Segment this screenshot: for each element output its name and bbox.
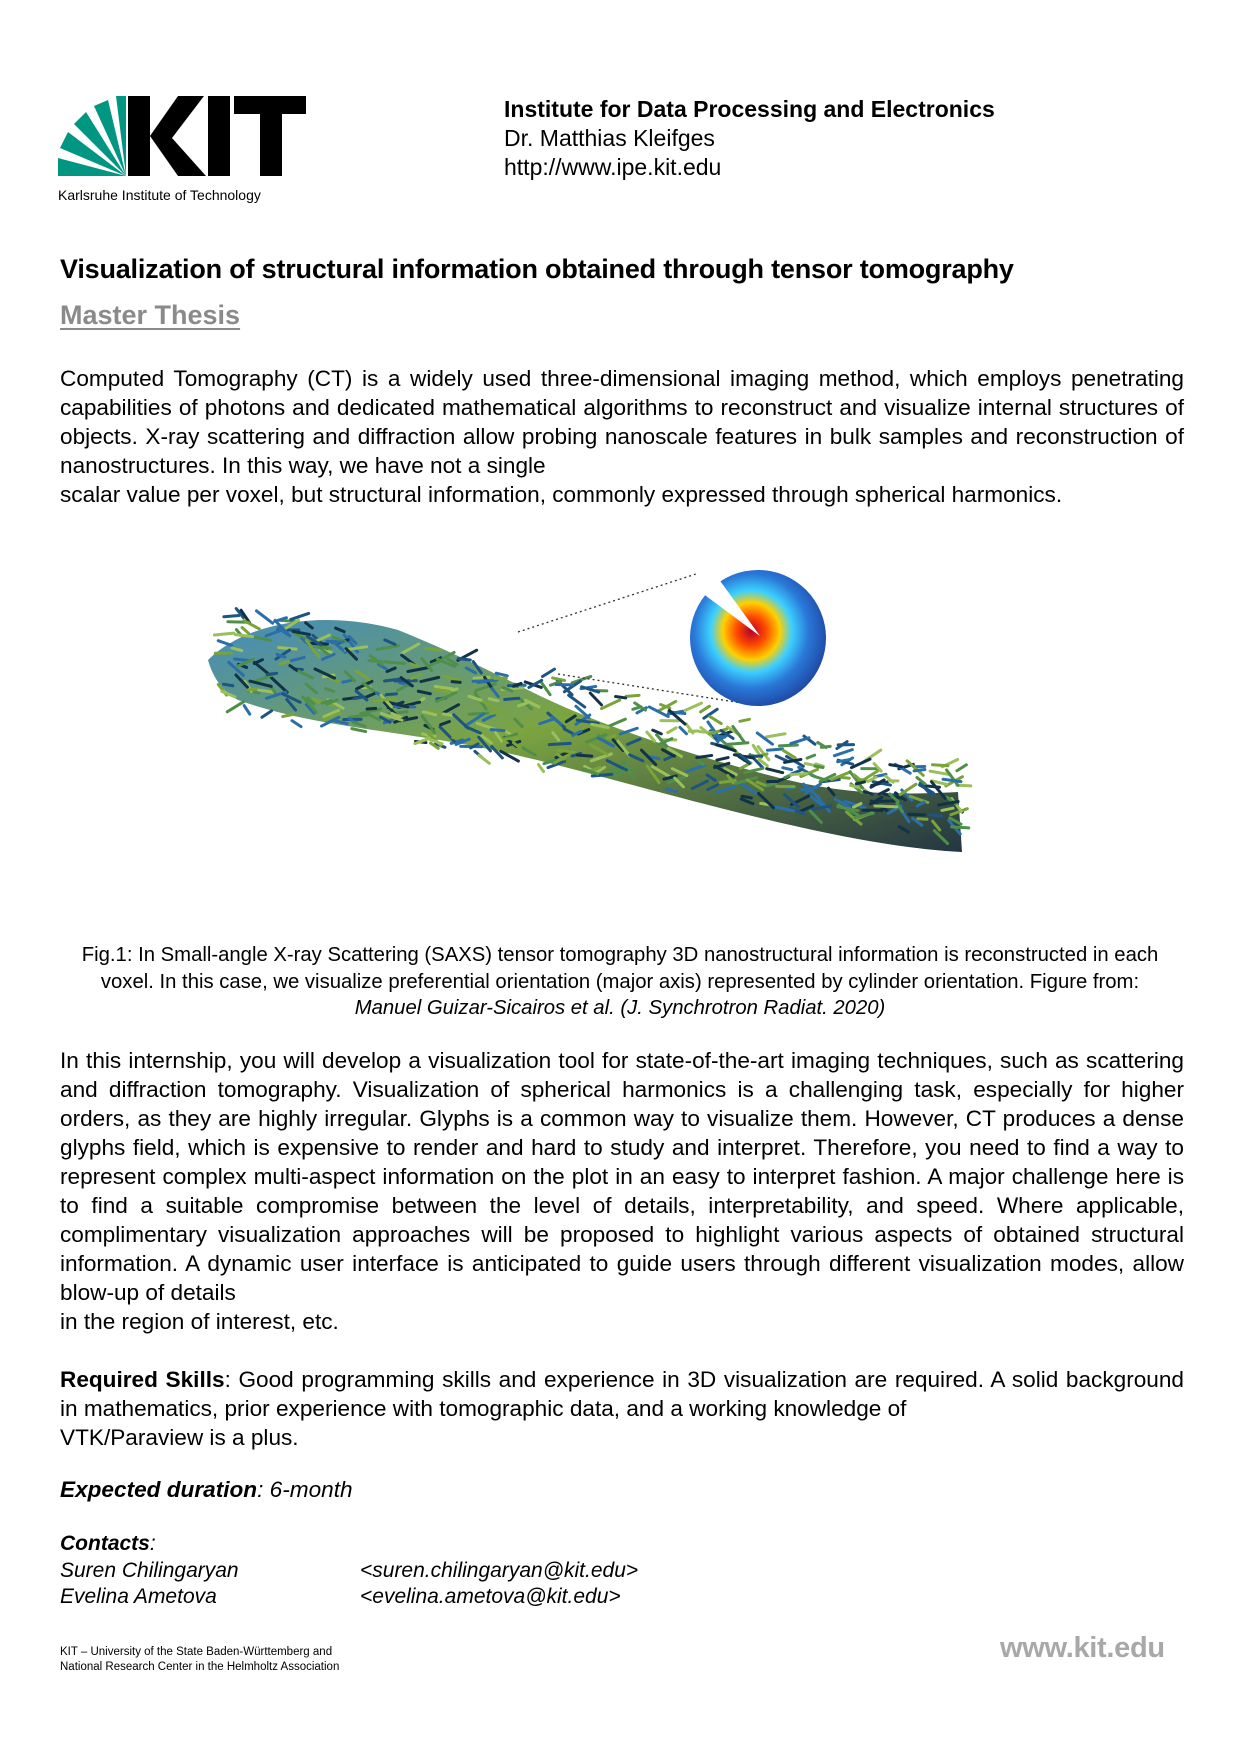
- glyph-cylinder: [577, 755, 591, 756]
- glyph-cylinder: [343, 680, 351, 682]
- glyph-cylinder: [626, 695, 639, 696]
- glyph-field: [208, 609, 971, 852]
- contact-row: [60, 1585, 760, 1609]
- glyph-cylinder: [352, 729, 366, 732]
- task-paragraph: [60, 1046, 1184, 1336]
- caption-reference: Manuel Guizar-Sicairos et al. (J. Synchrotron Radiat. 2020): [354, 997, 886, 1019]
- caption-text: Fig.1: In Small-angle X-ray Scattering (SAXS) tensor tomography 3D nanostructural information is reconstructed in each voxel. In this case, we visualize preferential orientation (major axis) represented by cylinder orientation. Figure from:: [81, 944, 1159, 993]
- glyph-cylinder: [558, 750, 574, 752]
- glyph-cylinder: [244, 706, 250, 715]
- kit-logo-fan-icon: [58, 96, 126, 176]
- glyph-cylinder: [685, 703, 701, 710]
- glyph-cylinder: [710, 716, 722, 723]
- glyph-cylinder: [384, 662, 404, 664]
- contacts-label: Contacts: [60, 1532, 150, 1555]
- institute-name: Institute for Data Processing and Electronics: [504, 96, 995, 122]
- glyph-cylinder: [469, 713, 489, 714]
- glyph-cylinder: [227, 702, 243, 712]
- glyph-cylinder: [458, 659, 470, 660]
- glyph-cylinder: [242, 628, 248, 634]
- glyph-cylinder: [653, 730, 662, 734]
- glyph-cylinder: [283, 714, 294, 716]
- glyph-cylinder: [791, 738, 809, 744]
- glyph-cylinder: [218, 641, 231, 646]
- glyph-cylinder: [767, 769, 783, 773]
- duration-label: Expected duration: [60, 1477, 258, 1502]
- glyph-cylinder: [914, 770, 925, 771]
- glyph-cylinder: [553, 678, 565, 681]
- glyph-cylinder: [779, 745, 797, 746]
- footer-note: [60, 1645, 339, 1675]
- glyph-cylinder: [856, 782, 864, 784]
- glyph-cylinder: [740, 719, 750, 721]
- glyph-cylinder: [489, 699, 498, 701]
- glyph-cylinder: [549, 743, 570, 744]
- glyph-cylinder: [918, 819, 927, 820]
- glyph-cylinder: [851, 759, 870, 767]
- glyph-cylinder: [539, 765, 544, 772]
- glyph-cylinder: [616, 697, 626, 698]
- glyph-cylinder: [590, 693, 601, 705]
- glyph-cylinder: [606, 719, 625, 727]
- institute-url[interactable]: http://www.ipe.kit.edu: [504, 154, 722, 180]
- duration-value: : 6-month: [257, 1477, 353, 1502]
- kit-logo-caption: Karlsruhe Institute of Technology: [58, 187, 261, 203]
- glyph-cylinder: [491, 730, 504, 731]
- glyph-cylinder: [767, 749, 782, 750]
- contact-name: Evelina Ametova: [60, 1585, 217, 1608]
- contact-name: Suren Chilingaryan: [60, 1559, 239, 1582]
- duration-line: [60, 1477, 353, 1503]
- page-title: Visualization of structural information obtained through tensor tomography: [60, 254, 1014, 284]
- glyph-cylinder: [791, 774, 806, 775]
- task-text-last-line: in the region of interest, etc.: [60, 1309, 339, 1334]
- intro-text: Computed Tomography (CT) is a widely used three-dimensional imaging method, which employs penetrating capabilities of photons and dedicated mathematical algorithms to reconstruct and visualize internal structures of objects. X-ray scattering and diffraction allow probing nanoscale features in bulk samples and reconstruction of nanostructures. In this way, we have not a single: [60, 366, 1184, 478]
- tensor-tomography-figure: [188, 560, 978, 920]
- glyph-cylinder: [256, 611, 272, 623]
- glyph-cylinder: [479, 755, 489, 763]
- glyph-cylinder: [267, 673, 277, 674]
- institute-block: [504, 95, 995, 182]
- skills-label: Required Skills: [60, 1367, 225, 1392]
- glyph-cylinder: [258, 690, 274, 692]
- thesis-type: Master Thesis: [60, 300, 241, 330]
- glyph-cylinder: [235, 635, 252, 637]
- glyph-cylinder: [668, 728, 676, 733]
- glyph-cylinder: [452, 682, 460, 683]
- glyph-cylinder: [697, 755, 712, 757]
- glyph-cylinder: [815, 766, 823, 767]
- glyph-cylinder: [701, 706, 710, 712]
- glyph-cylinder: [563, 713, 573, 714]
- contact-email[interactable]: <evelina.ametova@kit.edu>: [360, 1585, 621, 1608]
- glyph-cylinder: [952, 827, 969, 828]
- glyph-cylinder: [957, 765, 966, 771]
- glyph-cylinder: [757, 733, 772, 744]
- glyph-cylinder: [742, 796, 751, 798]
- glyph-cylinder: [291, 613, 309, 619]
- glyph-cylinder: [262, 711, 272, 717]
- glyph-cylinder: [453, 736, 463, 738]
- glyph-cylinder: [717, 758, 728, 761]
- glyph-cylinder: [473, 681, 490, 682]
- institute-person: Dr. Matthias Kleifges: [504, 125, 715, 151]
- glyph-cylinder: [733, 726, 745, 742]
- glyph-cylinder: [909, 814, 925, 815]
- intro-text-last-line: scalar value per voxel, but structural information, commonly expressed through spherical harmonics.: [60, 482, 1063, 507]
- footer-line-2: National Research Center in the Helmholtz Association: [60, 1661, 340, 1673]
- glyph-cylinder: [783, 768, 792, 770]
- skills-paragraph: [60, 1365, 1184, 1452]
- glyph-cylinder: [279, 648, 296, 650]
- glyph-cylinder: [744, 768, 762, 772]
- glyph-cylinder: [930, 815, 942, 816]
- footer-line-1: KIT – University of the State Baden-Württemberg and: [60, 1646, 333, 1658]
- glyph-cylinder: [214, 633, 234, 635]
- glyph-cylinder: [932, 765, 948, 766]
- kit-logo-letters: [128, 96, 306, 176]
- task-text: In this internship, you will develop a visualization tool for state-of-the-art imaging techniques, such as scattering and diffraction tomography. Visualization of spherical harmonics is a challenging task, especially for higher orders, as they are highly irregular. Glyphs is a common way to visualize them. However, CT produces a dense glyphs field, which is expensive to render and hard to study and interpret. Therefore, you need to find a way to represent complex multi-aspect information on the plot in an easy to interpret fashion. A major challenge here is to find a suitable compromise between the level of details, interpretability, and speed. Where applicable, complimentary visualization approaches will be proposed to highlight various aspects of obtained structural information. A dynamic user interface is anticipated to guide users through different visualization modes, allow blow-up of details: [60, 1048, 1184, 1305]
- glyph-cylinder: [807, 755, 815, 758]
- contact-email[interactable]: <suren.chilingaryan@kit.edu>: [360, 1559, 639, 1582]
- glyph-cylinder: [385, 679, 400, 681]
- glyph-cylinder: [875, 806, 897, 807]
- glyph-cylinder: [877, 801, 895, 802]
- glyph-cylinder: [386, 694, 396, 695]
- skills-text: : Good programming skills and experience in 3D visualization are required. A solid background in mathematics, prior experience with tomographic data, and a working knowledge of: [60, 1367, 1184, 1421]
- glyph-cylinder: [543, 669, 555, 676]
- intro-paragraph: [60, 364, 1184, 509]
- glyph-cylinder: [834, 750, 852, 756]
- glyph-cylinder: [601, 700, 619, 709]
- glyph-cylinder: [248, 689, 256, 690]
- glyph-cylinder: [367, 708, 376, 709]
- glyph-cylinder: [633, 707, 641, 709]
- glyph-cylinder: [890, 765, 902, 767]
- contacts-colon: :: [149, 1532, 156, 1555]
- contact-row: [60, 1559, 760, 1583]
- glyph-field-body: [208, 620, 962, 852]
- footer-url[interactable]: www.kit.edu: [1000, 1632, 1165, 1664]
- glyph-cylinder: [443, 714, 452, 715]
- glyph-cylinder: [767, 734, 785, 737]
- inset-sphere: [690, 570, 826, 706]
- figure-caption: [74, 942, 1166, 1022]
- glyph-cylinder: [680, 727, 687, 733]
- kit-logo: [58, 88, 308, 204]
- glyph-cylinder: [321, 647, 331, 649]
- glyph-cylinder: [727, 743, 748, 745]
- glyph-cylinder: [224, 616, 239, 617]
- glyph-cylinder: [244, 621, 260, 629]
- skills-text-last-line: VTK/Paraview is a plus.: [60, 1425, 299, 1450]
- glyph-cylinder: [223, 684, 232, 686]
- glyph-cylinder: [292, 721, 301, 727]
- glyph-cylinder: [505, 698, 519, 699]
- contacts-heading: [60, 1532, 156, 1556]
